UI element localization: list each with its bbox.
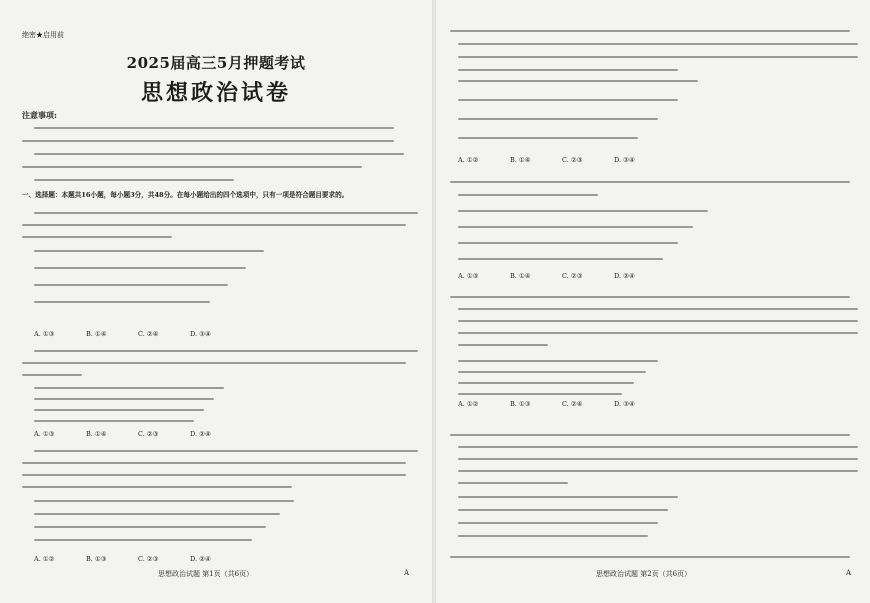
illegible-text-line [458, 482, 568, 484]
option-c: C. ②③ [138, 430, 159, 438]
option-a: A. ①③ [34, 330, 55, 338]
illegible-text-line [34, 513, 280, 515]
illegible-text-line [458, 210, 708, 212]
illegible-text-line [458, 496, 678, 498]
illegible-text-line [34, 212, 418, 214]
illegible-text-line [22, 362, 406, 364]
illegible-text-line [458, 226, 693, 228]
question-1-options [34, 330, 242, 338]
option-b: B. ①④ [510, 156, 531, 164]
illegible-text-line [34, 350, 418, 352]
option-d: D. ③④ [614, 156, 635, 164]
illegible-text-line [34, 526, 266, 528]
illegible-text-line [458, 258, 663, 260]
option-b: B. ①④ [86, 330, 107, 338]
illegible-text-line [34, 284, 228, 286]
illegible-text-line [22, 236, 172, 238]
option-c: C. ②④ [138, 330, 159, 338]
illegible-text-line [450, 434, 850, 436]
exam-page-1 [0, 0, 432, 603]
illegible-text-line [34, 153, 404, 155]
illegible-text-line [458, 509, 668, 511]
illegible-text-line [22, 224, 406, 226]
option-a: A. ①② [458, 400, 479, 408]
illegible-text-line [34, 539, 252, 541]
section-heading: 一、选择题：本题共16小题，每小题3分，共48分。在每小题给出的四个选项中，只有一项是符合题目要求的。 [22, 191, 349, 199]
exam-page-2 [436, 0, 870, 603]
illegible-text-line [458, 332, 858, 334]
question-6-options [458, 400, 666, 408]
illegible-text-line [458, 43, 858, 45]
illegible-text-line [458, 320, 858, 322]
illegible-text-line [22, 140, 394, 142]
option-b: B. ①④ [86, 430, 107, 438]
illegible-text-line [34, 500, 294, 502]
illegible-text-line [34, 420, 194, 422]
option-b: B. ①③ [510, 400, 531, 408]
subject-title: 思想政治试卷 [140, 80, 291, 106]
paper-version-mark: A [404, 569, 410, 577]
option-a: A. ①② [458, 156, 479, 164]
illegible-text-line [34, 450, 418, 452]
option-d: D. ②④ [614, 272, 635, 280]
illegible-text-line [34, 387, 224, 389]
illegible-text-line [450, 556, 850, 558]
option-d: D. ②④ [190, 430, 211, 438]
illegible-text-line [458, 80, 698, 82]
option-d: D. ③④ [190, 330, 211, 338]
paper-version-mark: A [846, 569, 852, 577]
illegible-text-line [450, 181, 850, 183]
illegible-text-line [22, 374, 82, 376]
page-footer: 思想政治试题 第2页（共6页） [596, 570, 692, 578]
illegible-text-line [458, 371, 646, 373]
illegible-text-line [34, 250, 264, 252]
option-a: A. ①③ [34, 430, 55, 438]
question-2-options [34, 430, 242, 438]
illegible-text-line [458, 535, 648, 537]
illegible-text-line [458, 522, 658, 524]
illegible-text-line [34, 267, 246, 269]
illegible-text-line [458, 360, 658, 362]
option-c: C. ②④ [562, 400, 583, 408]
illegible-text-line [458, 458, 858, 460]
illegible-text-line [458, 470, 858, 472]
option-c: C. ②③ [562, 272, 583, 280]
illegible-text-line [458, 393, 622, 395]
illegible-text-line [458, 344, 548, 346]
illegible-text-line [22, 462, 406, 464]
option-d: D. ②④ [190, 555, 211, 563]
illegible-text-line [458, 118, 658, 120]
exam-title: 2025届高三5月押题考试 [126, 54, 306, 72]
illegible-text-line [458, 99, 678, 101]
question-4-options [458, 156, 666, 164]
illegible-text-line [458, 308, 858, 310]
illegible-text-line [458, 446, 858, 448]
illegible-text-line [450, 30, 850, 32]
illegible-text-line [458, 242, 678, 244]
illegible-text-line [458, 69, 678, 71]
option-a: A. ①③ [458, 272, 479, 280]
illegible-text-line [34, 398, 214, 400]
question-3-options [34, 555, 242, 563]
option-c: C. ②③ [562, 156, 583, 164]
option-d: D. ③④ [614, 400, 635, 408]
option-b: B. ①③ [86, 555, 107, 563]
illegible-text-line [34, 127, 394, 129]
illegible-text-line [458, 56, 858, 58]
confidential-mark: 绝密★启用前 [22, 31, 64, 39]
option-b: B. ①④ [510, 272, 531, 280]
option-c: C. ②③ [138, 555, 159, 563]
illegible-text-line [22, 486, 292, 488]
illegible-text-line [458, 137, 638, 139]
illegible-text-line [22, 474, 406, 476]
illegible-text-line [34, 179, 234, 181]
illegible-text-line [34, 409, 204, 411]
question-5-options [458, 272, 666, 280]
illegible-text-line [458, 382, 634, 384]
illegible-text-line [22, 166, 362, 168]
option-a: A. ①② [34, 555, 55, 563]
page-footer: 思想政治试题 第1页（共6页） [158, 570, 254, 578]
notice-heading: 注意事项: [22, 110, 57, 120]
illegible-text-line [458, 194, 598, 196]
illegible-text-line [34, 301, 210, 303]
illegible-text-line [450, 296, 850, 298]
